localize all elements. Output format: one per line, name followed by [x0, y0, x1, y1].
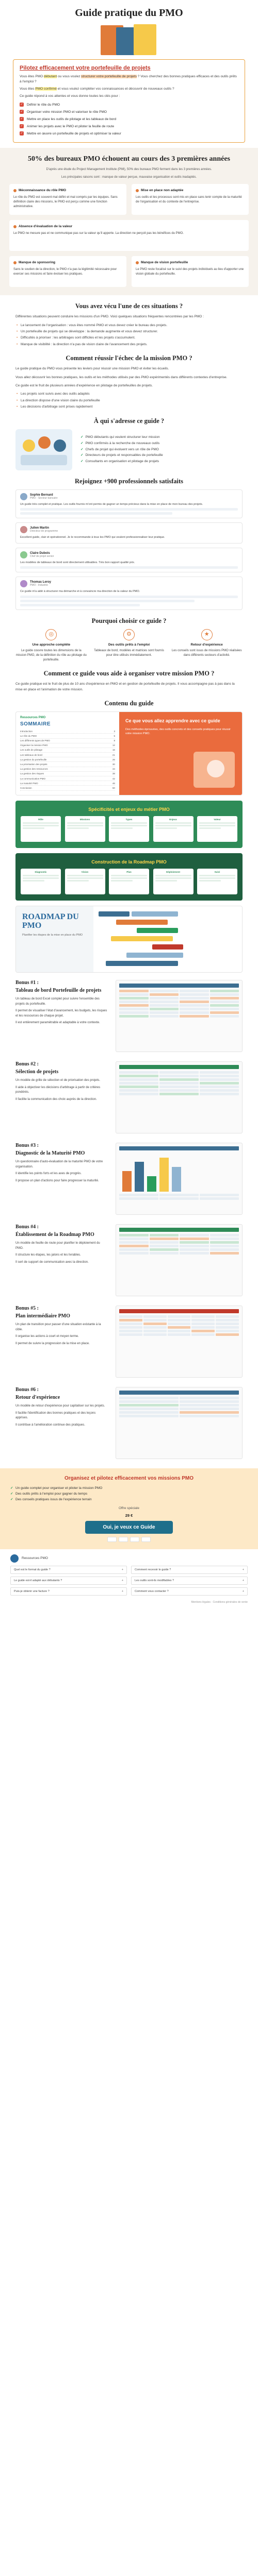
cta-item: ✓ Des conseils pratiques issus de l'expérience terrain [10, 1497, 248, 1502]
banner-chip: Diagnostic [21, 869, 61, 894]
page-title: Guide pratique du PMO [75, 7, 183, 19]
table-of-contents: Ressources PMO SOMMAIRE Introduction 3 Le rôle du PMO 5 Les différents types de PMO 8 Organiser la mission PMO 12 Les outils de pilotage 16 Les tableaux de bord 21 La gestion du portefeuille 26 La priorisation des projets 30 La gestion des ressources 34 La gestion des risques 38 La communication PMO 42 La maturité PMO 46 Conclusion 50 [16, 712, 119, 794]
check-icon: ✓ [80, 453, 84, 457]
check-icon: ✓ [80, 442, 84, 446]
tools-icon: ⚙ [123, 629, 135, 640]
card-icon [107, 1537, 117, 1542]
check-icon: ✓ [20, 132, 23, 135]
bonus-screenshot [116, 1061, 243, 1133]
footer-links[interactable]: Mentions légales · Conditions générales de vente [191, 1600, 248, 1604]
buy-button[interactable]: Oui, je veux ce Guide [85, 1521, 173, 1534]
faq-item[interactable]: Quel est le format du guide ? + [10, 1566, 127, 1574]
intro-bullet: ✓ Organiser votre mission PMO et valoriser le rôle PMO [20, 110, 107, 114]
intro-bullet: ✓ Mettre en œuvre un portefeuille de projets et optimiser la valeur [20, 131, 121, 135]
bonus-screenshot [116, 1224, 243, 1296]
organize-title: Comment ce guide vous aide à organiser votre mission PMO ? [43, 670, 215, 677]
faq-item[interactable]: Le guide est-il adapté aux débutants ? + [10, 1577, 127, 1585]
bullet-dot-icon [13, 189, 17, 192]
how-paragraph: Ce guide est le fruit de plusieurs années d'expérience en pilotage de portefeuilles de projets. [15, 383, 153, 387]
bonus-screenshot [116, 1387, 243, 1459]
banner-chip: Valeur [197, 816, 237, 842]
bonus-block: Bonus #6 : Retour d'expérience Un modèle de retour d'expérience pour capitaliser sur les projets. Il facilite l'identification des bonnes pratiques et des leçons apprises. Il contribue à l'amélioration continue des pratiques. [15, 1387, 243, 1459]
testimonials-title: Rejoignez +900 professionnels satisfaits [74, 477, 183, 485]
target-icon: ◎ [45, 629, 57, 640]
why-column: ⚙ Des outils prêts à l'emploi Tableaux de bord, modèles et matrices sont fournis pour être utilisés immédiatement. [93, 629, 165, 663]
how-paragraph: Le guide pratique du PMO vous présente les leviers pour réussir une mission PMO et éviter les écueils. [15, 367, 169, 371]
plus-icon: + [242, 1589, 244, 1593]
brand-logo [10, 1554, 19, 1563]
toc-line: Organiser la mission PMO 12 [20, 743, 115, 748]
plus-icon: + [121, 1568, 123, 1571]
stat-card: Absence d'évaluation de la valeur Le PMO ne mesure pas et ne communique pas sur la valeur qu'il apporte. La direction ne perçoit pas les bénéfices du PMO. [9, 220, 249, 251]
cta-item: ✓ Des outils prêts à l'emploi pour gagner du temps [10, 1491, 248, 1497]
contents-promo: Ce que vous allez apprendre avec ce guide Des méthodes éprouvées, des outils concrets et des conseils pratiques pour réussir votre mission PMO. [119, 712, 242, 794]
toc-line: La gestion des risques 38 [20, 772, 115, 776]
intro-paragraph-3: Ce guide répond à vos attentes et vous donne toutes les clés pour : [20, 94, 120, 98]
faq-item[interactable]: Comment vous contacter ? + [131, 1587, 248, 1596]
bonus-screenshot [116, 980, 243, 1052]
stats-title: 50% des bureaux PMO échouent au cours des 3 premières années [28, 155, 230, 163]
toc-line: Introduction 3 [20, 729, 115, 734]
book-cover-image [95, 23, 163, 56]
bonus-block: Bonus #3 : Diagnostic de la Maturité PMO Un questionnaire d'auto-évaluation de la maturité PMO de votre organisation. Il identifie les points forts et les axes de progrès. Il propose un plan d'actions pour faire progresser la maturité. [15, 1143, 243, 1215]
intro-bullet: ✓ Définir le rôle du PMO [20, 103, 60, 107]
card-icon [119, 1537, 128, 1542]
why-column: ★ Retour d'expérience Les conseils sont issus de missions PMO réalisées dans différents secteurs d'activité. [171, 629, 243, 663]
banner-chip: Rôle [21, 816, 61, 842]
situation-item: • Difficultés à prioriser : les arbitrages sont difficiles et les projets s'accumulent. [15, 335, 243, 341]
toc-line: Conclusion 50 [20, 786, 115, 790]
banner-chip: Missions [65, 816, 105, 842]
intro-paragraph-2: Vous êtes PMO confirmé et vous voulez compléter vos connaissances et découvrir de nouveaux outils ? [20, 87, 174, 91]
card-icon [141, 1537, 151, 1542]
why-column: ◎ Une approche complète Le guide couvre toutes les dimensions de la mission PMO, de la définition du rôle au pilotage du portefeuille. [15, 629, 87, 663]
testimonial-card: Claire Dubois Chef de projet senior Les modèles de tableaux de bord sont directement utilisables. Très bon rapport qualité prix. [15, 548, 243, 573]
situation-item: • Manque de visibilité : la direction n'a pas de vision claire de l'avancement des projets. [15, 342, 243, 347]
plus-icon: + [121, 1579, 123, 1582]
avatar [20, 551, 27, 558]
how-paragraph: Vous allez découvrir les bonnes pratiques, les outils et les méthodes utilisés par des PMO expérimentés dans différents contextes d'entreprise. [15, 375, 228, 379]
banner-chip: Suivi [197, 869, 237, 894]
toc-line: La gestion des ressources 34 [20, 767, 115, 772]
intro-box [13, 59, 245, 143]
stats-lead: D'après une étude du Project Management Institute (PMI), 50% des bureaux PMO ferment dans les 3 premières années. [46, 168, 212, 172]
bonus-screenshot [116, 1306, 243, 1378]
who-item: ✓ PMO débutants qui veulent structurer leur mission [80, 435, 160, 439]
check-icon: ✓ [80, 460, 84, 464]
who-item: ✓ Consultants en organisation et pilotage de projets [80, 460, 159, 464]
stats-section [0, 148, 258, 295]
check-icon: ✓ [20, 125, 23, 128]
situation-item: • Le lancement de l'organisation : vous êtes nommé PMO et vous devez créer le bureau des projets. [15, 323, 243, 328]
check-icon: ✓ [80, 435, 84, 439]
situation-title: Vous avez vécu l'une de ces situations ? [75, 302, 183, 310]
check-icon: ✓ [20, 103, 23, 107]
intro-bullet: ✓ Mettre en place les outils de pilotage et les tableaux de bord [20, 117, 117, 121]
toc-line: Le rôle du PMO 5 [20, 734, 115, 738]
bonus-block: Bonus #4 : Établissement de la Roadmap PMO Un modèle de feuille de route pour planifier le déploiement du PMO. Il structure les étapes, les jalons et les livrables. Il sert de support de communication avec la direction. [15, 1224, 243, 1296]
star-icon: ★ [201, 629, 213, 640]
bullet-dot-icon [136, 261, 139, 264]
stat-card: Manque de vision portefeuille Le PMO reste focalisé sur le suivi des projets individuels au lieu d'apporter une vision globale du portefeuille. [132, 256, 249, 287]
who-item: ✓ PMO confirmés à la recherche de nouveaux outils [80, 442, 160, 446]
bonus-block: Bonus #2 : Sélection de projets Un modèle de grille de sélection et de priorisation des projets. Il aide à objectiver les décisions d'arbitrage à partir de critères pondérés. Il facilite la communication des choix auprès de la direction. [15, 1061, 243, 1133]
who-item: ✓ Directeurs de projets et responsables de portefeuille [80, 453, 163, 457]
team-illustration [15, 429, 72, 470]
avatar [20, 580, 27, 587]
faq-item[interactable]: Comment recevoir le guide ? + [131, 1566, 248, 1574]
stat-card: Manque de sponsoring Sans le soutien de la direction, le PMO n'a pas la légitimité nécessaire pour exercer ses missions et faire évoluer les pratiques. [9, 256, 126, 287]
bullet-dot-icon [13, 225, 17, 228]
contents-title: Contenu du guide [104, 700, 154, 707]
roadmap-banner: Construction de la Roadmap PMO Diagnostic Vision Plan Déploiement Suivi [15, 853, 243, 901]
testimonial-card: Thomas Leroy PMO - Industrie Ce guide m'a aidé à structurer ma démarche et à convaincre ma direction de la valeur du PMO. [15, 577, 243, 610]
check-icon: ✓ [80, 447, 84, 451]
stat-card: Méconnaissance du rôle PMO Le rôle du PMO est souvent mal défini et mal compris par les équipes. Sans définition claire des missions, le PMO est perçu comme une fonction administrative. [9, 184, 126, 215]
bonus-screenshot [116, 1143, 243, 1215]
price: 29 € [125, 1513, 133, 1518]
intro-bullet: ✓ Animer les projets avec le PMO et piloter la feuille de route [20, 124, 115, 128]
how-item: • Les projets sont suivis avec des outils adaptés [15, 392, 243, 397]
toc-line: Les tableaux de bord 21 [20, 753, 115, 757]
bullet-dot-icon [13, 261, 17, 264]
how-item: • Les décisions d'arbitrage sont prises rapidement [15, 404, 243, 410]
card-icon [130, 1537, 139, 1542]
cta-title: Organisez et pilotez efficacement vos missions PMO [64, 1475, 194, 1481]
situation-item: • Un portefeuille de projets qui se développe : la demande augmente et vous devez structurer. [15, 329, 243, 334]
roadmap-preview: ROADMAP DU PMO Planifier les étapes de la mise en place du PMO [15, 906, 243, 973]
who-title: À qui s'adresse ce guide ? [93, 417, 165, 425]
check-icon: ✓ [20, 117, 23, 121]
bullet-dot-icon [136, 189, 139, 192]
bonus-block: Bonus #1 : Tableau de bord Portefeuille de projets Un tableau de bord Excel complet pour suivre l'ensemble des projets du portefeuille. Il permet de visualiser l'état d'avancement, les budgets, les risques et les ressources de chaque projet. Il est entièrement paramétrable et adaptable à votre contexte. [15, 980, 243, 1052]
specificity-banner: Spécificités et enjeux du métier PMO Rôle Missions Types Enjeux Valeur [15, 801, 243, 848]
toc-line: La maturité PMO 46 [20, 781, 115, 786]
banner-chip: Enjeux [153, 816, 194, 842]
payment-icons [10, 1537, 248, 1542]
toc-line: Les outils de pilotage 16 [20, 748, 115, 753]
bonus-block: Bonus #5 : Plan intermédiaire PMO Un plan de transition pour passer d'une situation existante à la cible. Il organise les actions à court et moyen terme. Il permet de suivre la progression de la mise en place. [15, 1306, 243, 1378]
cta-item: ✓ Un guide complet pour organiser et piloter la mission PMO [10, 1485, 248, 1491]
check-icon: ✓ [20, 110, 23, 114]
why-title: Pourquoi choisir ce guide ? [91, 617, 167, 624]
banner-chip: Plan [109, 869, 149, 894]
plus-icon: + [121, 1589, 123, 1593]
testimonial-card: Sophie Bernard PMO - Secteur bancaire Un guide très complet et pratique. Les outils fournis m'ont permis de gagner un temps précieux dans la mise en place de mon bureau des projets. [15, 489, 243, 519]
plus-icon: + [242, 1568, 244, 1571]
intro-heading: Pilotez efficacement votre portefeuille de projets [20, 65, 151, 71]
avatar [20, 526, 27, 533]
situation-intro: Différentes situations peuvent conduire les missions d'un PMO. Voici quelques situations fréquentes rencontrées par les PMO : [15, 315, 204, 319]
organize-paragraph: Ce guide pratique est le fruit de plus de 10 ans d'expérience en PMO et en gestion de portefeuille de projets. Il vous accompagne pas à pas dans la mise en place et l'animation de votre mission. [15, 682, 235, 691]
toc-line: Les différents types de PMO 8 [20, 739, 115, 743]
toc-line: La priorisation des projets 30 [20, 762, 115, 767]
how-item: • La direction dispose d'une vision claire du portefeuille [15, 398, 243, 403]
testimonial-card: Julien Martin Directeur de programme Excellent guide, clair et opérationnel. Je le recommande à tous les PMO qui veulent professionnaliser leur pratique. [15, 522, 243, 544]
toc-line: La communication PMO 42 [20, 776, 115, 781]
toc-line: La gestion du portefeuille 26 [20, 757, 115, 762]
cta-section [0, 1468, 258, 1549]
banner-chip: Types [109, 816, 149, 842]
faq-item[interactable]: Puis-je obtenir une facture ? + [10, 1587, 127, 1596]
how-title: Comment réussir l'échec de la mission PMO ? [66, 354, 192, 362]
offer-label: Offre spéciale [119, 1506, 139, 1510]
intro-paragraph-1: Vous êtes PMO débutant ou vous voulez structurer votre portefeuille de projets ? Vous cherchez des bonnes pratiques efficaces et des outils prêts à l'emploi ? [20, 75, 237, 84]
faq-item[interactable]: Les outils sont-ils modifiables ? + [131, 1577, 248, 1585]
banner-chip: Déploiement [153, 869, 194, 894]
plus-icon: + [242, 1579, 244, 1582]
who-item: ✓ Chefs de projet qui évoluent vers un rôle de PMO [80, 447, 159, 451]
stats-lead: Les principales raisons sont : manque de valeur perçue, mauvaise organisation et outils inadaptés. [61, 176, 197, 179]
faq-section: Ressources PMO Quel est le format du guide ? + Comment recevoir le guide ? + Le guide est-il adapté aux débutants ? + Les outils sont-ils modifiables ? + Puis-je obtenir une facture ? + Comment vous contacter ? + [0, 1549, 258, 1598]
banner-chip: Vision [65, 869, 105, 894]
avatar [20, 493, 27, 500]
stat-card: Mise en place non adaptée Les outils et les processus sont mis en place sans tenir compte de la maturité de l'organisation et du contexte de l'entreprise. [132, 184, 249, 215]
